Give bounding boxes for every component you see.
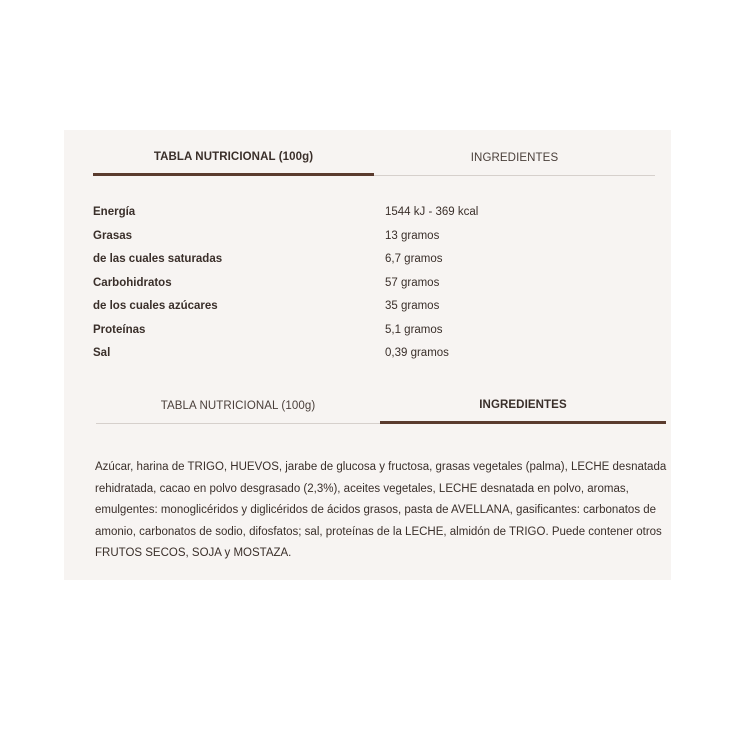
nutrition-row-carbs: [93, 273, 653, 297]
nutrition-value: 57 gramos: [385, 276, 440, 289]
tab-ingredients[interactable]: [374, 140, 655, 176]
nutrition-label: Energía: [93, 206, 136, 218]
nutrition-row-sugars: [93, 296, 653, 320]
tab-bar-bottom: [96, 388, 666, 424]
tab-nutrition-table-2[interactable]: [96, 388, 380, 424]
nutrition-label: de los cuales azúcares: [93, 300, 218, 312]
nutrition-label: Grasas: [93, 229, 133, 242]
tab-ingredients-2[interactable]: [380, 388, 666, 424]
nutrition-label: Proteínas: [93, 323, 146, 336]
tab-nutrition-table[interactable]: [93, 140, 374, 176]
nutrition-label: de las cuales saturadas: [93, 253, 223, 265]
nutrition-table: [93, 202, 653, 367]
product-info-panel: [64, 130, 671, 580]
nutrition-value: 35 gramos: [385, 300, 440, 312]
nutrition-row-fat: [93, 226, 653, 250]
nutrition-value: 5,1 gramos: [385, 323, 443, 336]
tab-ingredients-label: INGREDIENTES: [479, 398, 567, 411]
nutrition-row-energy: [93, 202, 653, 226]
nutrition-row-salt: [93, 343, 653, 367]
nutrition-value: 6,7 gramos: [385, 253, 443, 265]
nutrition-row-saturated: [93, 249, 653, 273]
nutrition-label: Carbohidratos: [93, 276, 172, 289]
tab-bar-top: [93, 140, 655, 176]
tab-nutrition-label: TABLA NUTRICIONAL (100g): [153, 150, 314, 163]
tab-nutrition-label: TABLA NUTRICIONAL (100g): [160, 399, 316, 412]
nutrition-value: 13 gramos: [385, 229, 440, 242]
nutrition-value: 1544 kJ - 369 kcal: [385, 206, 479, 218]
tab-ingredients-label: INGREDIENTES: [470, 151, 559, 164]
nutrition-label: Sal: [93, 347, 111, 359]
ingredients-text: Azúcar, harina de TRIGO, HUEVOS, jarabe de glucosa y fructosa, grasas vegetales (palma), LECHE desnatada rehidratada, cacao en polvo desgrasado (2,3%), aceites vegetales, LECHE desnatada en polvo, aromas, emulgentes: monoglicéridos y diglicéridos de ácidos grasos, pasta de AVELLANA, gasificantes: carbonatos de amonio, carbonatos de sodio, difosfatos; sal, proteínas de la LECHE, almidón de TRIGO. Puede contener otros FRUTOS SECOS, SOJA y MOSTAZA.: [95, 461, 667, 559]
nutrition-value: 0,39 gramos: [385, 347, 449, 359]
nutrition-row-protein: [93, 320, 653, 344]
